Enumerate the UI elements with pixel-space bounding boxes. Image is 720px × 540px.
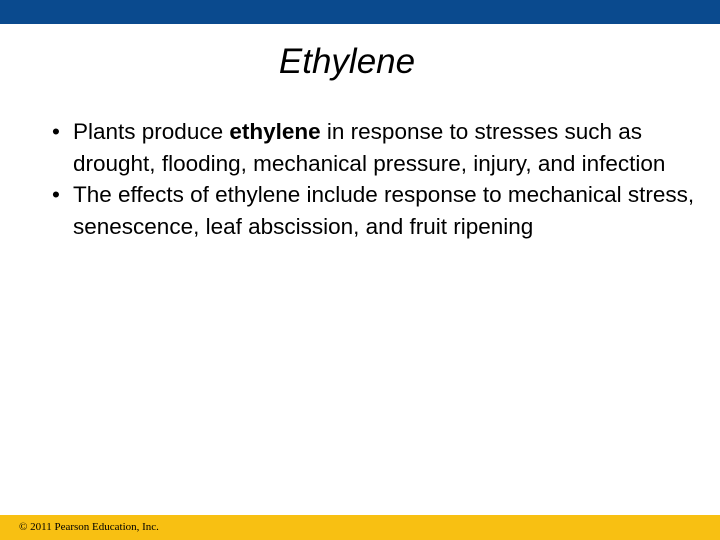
bullet-dot: •: [52, 119, 60, 144]
bullet-text-prefix: Plants produce: [73, 119, 230, 144]
bullet-item: [48, 179, 713, 242]
bullet-item: [48, 116, 713, 179]
top-banner: [0, 0, 720, 24]
copyright-notice: © 2011 Pearson Education, Inc.: [19, 521, 159, 533]
slide-title: Ethylene: [278, 42, 416, 81]
bullet-dot: •: [52, 182, 60, 207]
bullet-text-bold: ethylene: [229, 119, 321, 144]
bullet-text: The effects of ethylene include response to mechanical stress, senescence, leaf abscission, and fruit ripening: [73, 182, 695, 239]
bullet-list: [48, 116, 713, 242]
bullet-text-suffix: in response to stresses such as drought, flooding, mechanical pressure, injury, and infection: [73, 119, 666, 176]
